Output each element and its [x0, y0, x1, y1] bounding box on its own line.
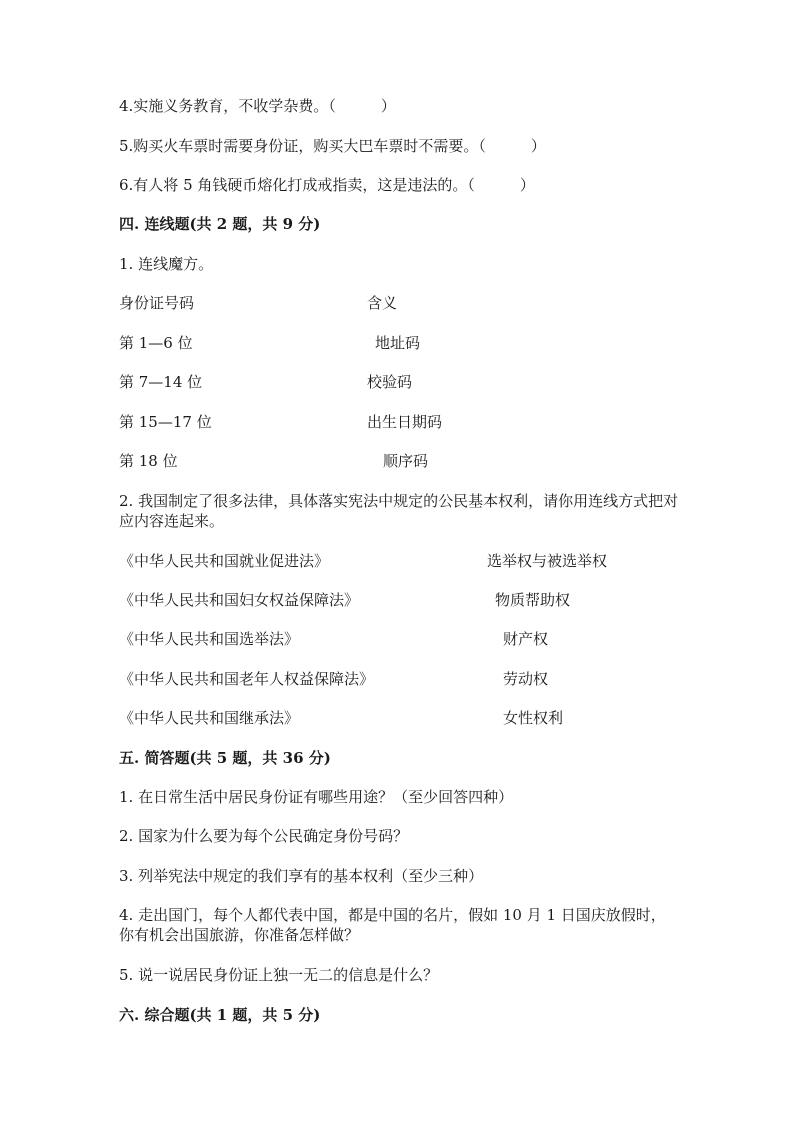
matching-q1-title: 1. 连线魔方。: [119, 255, 214, 273]
matching-q2-left-3: 《中华人民共和国老年人权益保障法》: [119, 670, 375, 688]
matching-q2-right-0: 选举权与被选举权: [487, 552, 608, 570]
matching-q2-left-1: 《中华人民共和国妇女权益保障法》: [119, 591, 360, 609]
matching-q2-right-1: 物质帮助权: [495, 591, 571, 609]
matching-q1-right-0: 含义: [367, 294, 398, 312]
judge-q4: 4.实施义务教育，不收学杂费。（ ）: [119, 97, 396, 115]
short-answer-q3: 3. 列举宪法中规定的我们享有的基本权利（至少三种）: [119, 867, 484, 885]
matching-q1-right-3: 出生日期码: [367, 413, 443, 431]
matching-q2-left-4: 《中华人民共和国继承法》: [119, 709, 300, 727]
short-answer-q2: 2. 国家为什么要为每个公民确定身份号码？: [119, 827, 409, 845]
matching-q1-left-3: 第 15—17 位: [119, 413, 212, 431]
matching-q1-left-4: 第 18 位: [119, 452, 178, 470]
judge-q6: 6.有人将 5 角钱硬币熔化打成戒指卖，这是违法的。（ ）: [119, 176, 535, 194]
section-6-title: 六. 综合题(共 1 题，共 5 分): [119, 1006, 321, 1024]
matching-q2-left-0: 《中华人民共和国就业促进法》: [119, 552, 330, 570]
short-answer-q5: 5. 说一说居民身份证上独一无二的信息是什么？: [119, 966, 439, 984]
matching-q2-right-4: 女性权利: [503, 709, 564, 727]
matching-q1-right-2: 校验码: [367, 373, 413, 391]
judge-q5: 5.购买火车票时需要身份证，购买大巴车票时不需要。（ ）: [119, 137, 546, 155]
matching-q2-left-2: 《中华人民共和国选举法》: [119, 630, 300, 648]
matching-q1-left-0: 身份证号码: [119, 294, 195, 312]
short-answer-q1: 1. 在日常生活中居民身份证有哪些用途？（至少回答四种）: [119, 788, 514, 806]
section-5-title: 五. 简答题(共 5 题，共 36 分): [119, 749, 331, 767]
matching-q1-right-4: 顺序码: [383, 452, 429, 470]
matching-q2-title: 2. 我国制定了很多法律，具体落实宪法中规定的公民基本权利，请你用连线方式把对应内容连起来。: [119, 492, 679, 530]
matching-q2-right-3: 劳动权: [503, 670, 549, 688]
matching-q1-left-1: 第 1—6 位: [119, 334, 193, 352]
short-answer-q4: 4. 走出国门，每个人都代表中国，都是中国的名片，假如 10 月 1 日国庆放假时，你有机会出国旅游，你准备怎样做？: [119, 906, 666, 944]
section-4-title: 四. 连线题(共 2 题，共 9 分): [119, 215, 321, 233]
matching-q1-right-1: 地址码: [375, 334, 421, 352]
matching-q2-right-2: 财产权: [503, 630, 549, 648]
matching-q1-left-2: 第 7—14 位: [119, 373, 203, 391]
